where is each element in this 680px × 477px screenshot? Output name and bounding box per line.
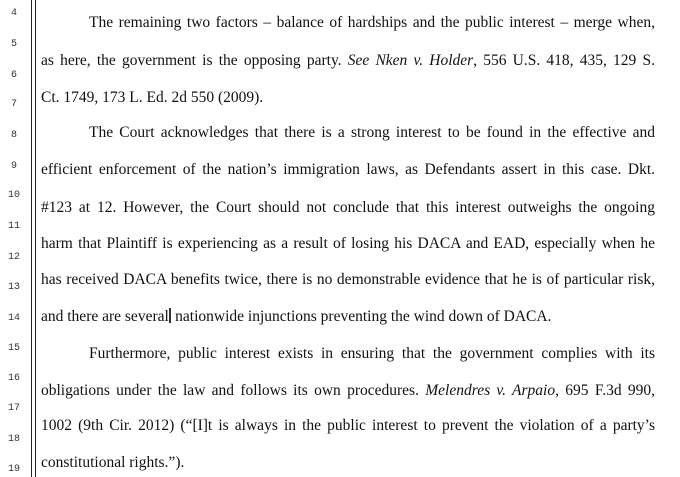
text-run: 1002 (9th Cir. 2012) (“[I]t is always in the public interest to prevent the violation of a party’s [41,417,655,434]
text-run: Ct. 1749, 173 L. Ed. 2d 550 (2009). [41,89,264,106]
line-number: 14 [7,313,20,324]
text-run: The Court acknowledges that there is a strong interest to be found in the effective and [89,124,655,141]
paragraph-line [89,344,655,364]
line-number: 9 [10,161,17,172]
text-run: The remaining two factors – balance of hardships and the public interest – merge when, [89,14,655,31]
case-citation: Melendres v. Arpaio [425,382,556,399]
text-run: constitutional rights.”). [41,454,185,471]
text-run: , 556 U.S. 418, 435, 129 S. [473,52,655,69]
text-run: as here, the government is the opposing party. [41,52,348,69]
line-number: 10 [7,190,20,201]
text-run: obligations under the law and follows its own procedures. [41,382,426,399]
text-run: harm that Plaintiff is experiencing as a result of losing his DACA and EAD, especially when he [41,235,655,252]
text-run: Furthermore, public interest exists in ensuring that the government complies with its [89,345,655,362]
paragraph-line [89,123,655,143]
line-number: 5 [10,39,17,50]
line-number: 15 [7,343,20,354]
margin-rule-outer [31,0,32,477]
paragraph-line [41,160,655,180]
case-citation: See Nken v. Holder [347,52,474,69]
line-number: 8 [10,130,17,141]
paragraph-line [41,234,655,254]
margin-rule-inner [35,0,36,477]
paragraph-line [41,381,655,401]
line-number: 6 [10,70,17,81]
line-number: 12 [7,252,20,263]
text-run: nationwide injunctions preventing the wind down of DACA. [171,308,552,325]
line-number: 18 [7,434,20,445]
paragraph-line [41,453,655,473]
paragraph-line [41,416,655,436]
text-run: , 695 F.3d 990, [555,382,655,399]
paragraph-line [41,198,655,218]
paragraph-line [41,88,655,108]
paragraph-line [89,13,655,33]
paragraph-line [41,51,655,71]
text-run: #123 at 12. However, the Court should not conclude that this interest outweighs the ongoing [41,199,655,216]
text-run: and there are several [41,308,169,325]
line-number: 4 [10,8,17,19]
line-number: 17 [7,403,20,414]
line-number: 19 [7,464,20,475]
line-number: 16 [7,373,20,384]
paragraph-line [41,307,655,327]
text-run: efficient enforcement of the nation’s immigration laws, as Defendants assert in this case. Dkt. [41,161,655,178]
line-number: 7 [10,99,17,110]
line-number: 11 [7,221,20,232]
line-number: 13 [7,282,20,293]
text-run: has received DACA benefits twice, there is no demonstrable evidence that he is of particular risk, [41,271,655,288]
paragraph-line [41,270,655,290]
